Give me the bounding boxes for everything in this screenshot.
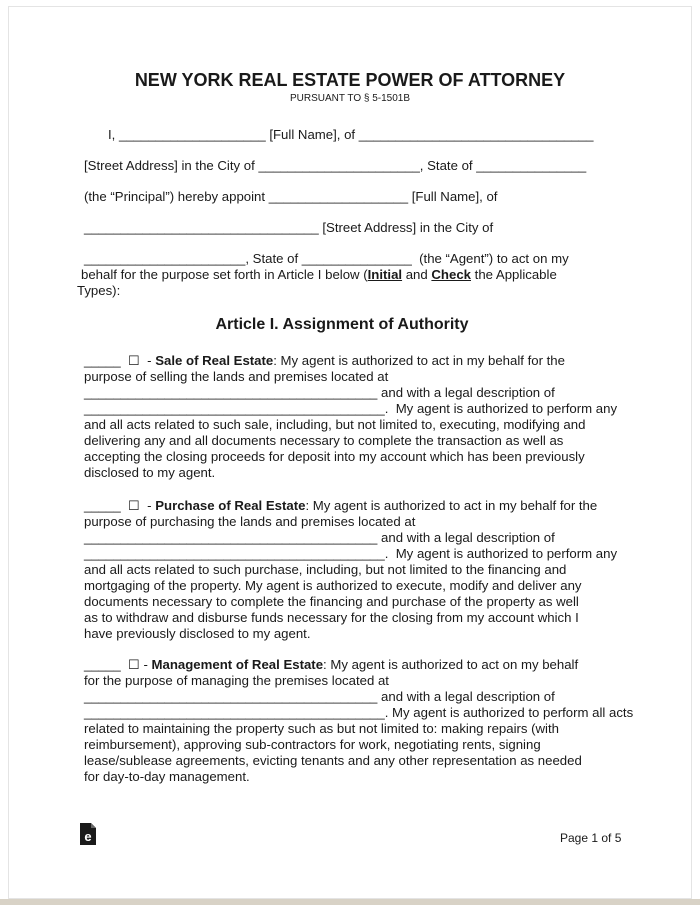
intro-line-5: ______________________, State of _______________ (the “Agent”) to act on my <box>84 251 569 266</box>
sale-line-6: delivering any and all documents necessary to complete the transaction as well as <box>84 433 564 448</box>
purchase-line-9: have previously disclosed to my agent. <box>84 626 311 641</box>
sale-line-7: accepting the closing proceeds for deposit into my account which has been previously <box>84 449 585 464</box>
intro-line-6-and: and <box>402 267 432 282</box>
management-line-1 <box>84 657 578 673</box>
management-line-6: reimbursement), approving sub-contractors for work, negotiating rents, signing <box>84 737 541 752</box>
check-label: Check <box>431 267 471 282</box>
sale-line-2: purpose of selling the lands and premises located at <box>84 369 389 384</box>
intro-line-7: Types): <box>77 283 121 298</box>
management-checkbox[interactable]: _____ ☐ - <box>84 657 152 672</box>
management-text: : My agent is authorized to act on my behalf <box>323 657 579 672</box>
purchase-line-3: ________________________________________ and with a legal description of <box>84 530 555 545</box>
initial-label: Initial <box>367 267 403 282</box>
purchase-line-7: documents necessary to complete the financing and purchase of the property as well <box>84 594 579 609</box>
management-line-5: related to maintaining the property such as but not limited to: making repairs (with <box>84 721 559 736</box>
intro-line-6-post: the Applicable <box>471 267 557 282</box>
intro-line-1: I, ____________________ [Full Name], of ________________________________ <box>108 127 594 142</box>
purchase-line-6: mortgaging of the property. My agent is authorized to execute, modify and deliver any <box>84 578 582 593</box>
sale-line-3: ________________________________________ and with a legal description of <box>84 385 555 400</box>
purchase-line-2: purpose of purchasing the lands and premises located at <box>84 514 416 529</box>
management-line-2: for the purpose of managing the premises located at <box>84 673 389 688</box>
purchase-heading: Purchase of Real Estate <box>155 498 306 513</box>
sale-line-5: and all acts related to such sale, including, but not limited to, executing, modifying and <box>84 417 586 432</box>
intro-line-3: (the “Principal”) hereby appoint ___________________ [Full Name], of <box>84 189 498 204</box>
sale-line-1 <box>84 353 565 369</box>
purchase-checkbox[interactable]: _____ ☐ - <box>84 498 156 513</box>
sale-line-8: disclosed to my agent. <box>84 465 216 480</box>
svg-text:e: e <box>84 829 92 844</box>
management-line-8: for day-to-day management. <box>84 769 250 784</box>
management-line-3: ________________________________________ and with a legal description of <box>84 689 555 704</box>
document-title: NEW YORK REAL ESTATE POWER OF ATTORNEY <box>134 70 566 90</box>
article-heading: Article I. Assignment of Authority <box>215 316 469 333</box>
document-subtitle: PURSUANT TO § 5-1501B <box>289 93 411 104</box>
purchase-line-8: as to withdraw and disburse funds necessary for the closing from my account which I <box>84 610 579 625</box>
purchase-line-5: and all acts related to such purchase, including, but not limited to the financing and <box>84 562 567 577</box>
sale-text: : My agent is authorized to act in my behalf for the <box>273 353 565 368</box>
sale-line-4: _________________________________________. My agent is authorized to perform any <box>84 401 618 416</box>
intro-line-6-pre: behalf for the purpose set forth in Article I below ( <box>81 267 368 282</box>
eforms-logo-icon <box>79 822 97 846</box>
purchase-text: : My agent is authorized to act in my behalf for the <box>305 498 598 513</box>
intro-line-2: [Street Address] in the City of ______________________, State of _______________ <box>84 158 587 173</box>
page-bottom-band <box>0 899 700 905</box>
intro-line-6 <box>81 267 557 283</box>
management-line-7: lease/sublease agreements, evicting tenants and any other representation as needed <box>84 753 582 768</box>
sale-heading: Sale of Real Estate <box>155 353 274 368</box>
purchase-line-4: _________________________________________. My agent is authorized to perform any <box>84 546 618 561</box>
sale-checkbox[interactable]: _____ ☐ - <box>84 353 156 368</box>
management-heading: Management of Real Estate <box>151 657 324 672</box>
management-line-4: _________________________________________. My agent is authorized to perform all acts <box>84 705 634 720</box>
purchase-line-1 <box>84 498 597 514</box>
page-number: Page 1 of 5 <box>560 831 622 845</box>
intro-line-4: ________________________________ [Street Address] in the City of <box>84 220 494 235</box>
